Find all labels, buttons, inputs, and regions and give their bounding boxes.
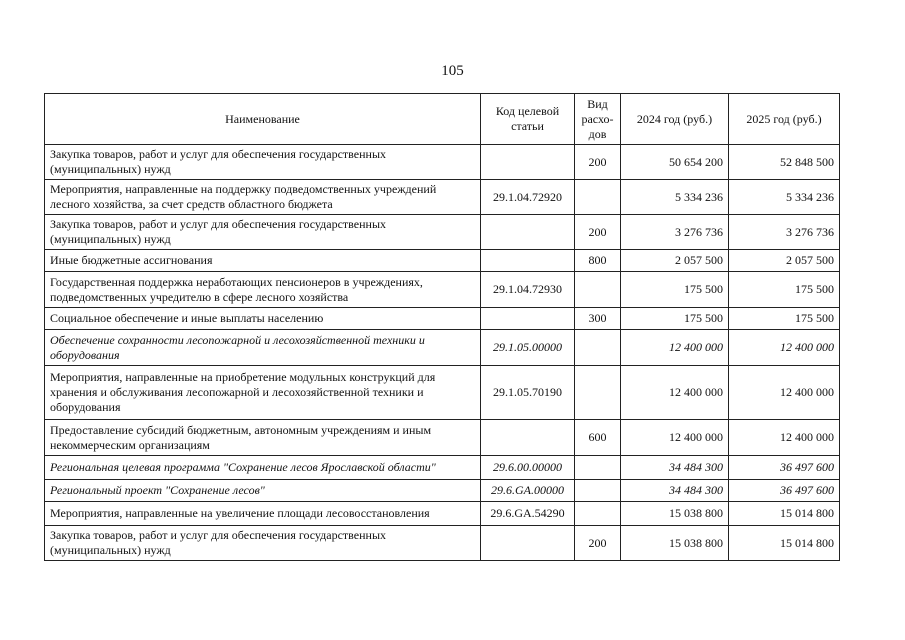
row-2024-cell: 175 500 (621, 308, 729, 330)
row-code-cell: 29.6.00.00000 (481, 456, 575, 480)
table-row (45, 215, 840, 250)
row-code-cell (481, 215, 575, 250)
table-header-row (45, 94, 840, 145)
column-header-kind: Вид расхо-дов (575, 94, 621, 145)
row-2024-cell: 5 334 236 (621, 180, 729, 215)
row-name-cell: Иные бюджетные ассигнования (45, 250, 481, 272)
table-row (45, 420, 840, 456)
row-code-cell: 29.1.05.70190 (481, 366, 575, 420)
row-kind-cell (575, 180, 621, 215)
row-kind-cell: 200 (575, 526, 621, 561)
row-name-cell: Закупка товаров, работ и услуг для обеспечения государственных (муниципальных) нужд (45, 215, 481, 250)
row-2025-cell: 36 497 600 (729, 480, 840, 502)
row-2024-cell: 12 400 000 (621, 330, 729, 366)
table-row (45, 480, 840, 502)
row-2025-cell: 2 057 500 (729, 250, 840, 272)
row-2024-cell: 15 038 800 (621, 526, 729, 561)
row-name-cell: Мероприятия, направленные на увеличение площади лесовосстановления (45, 502, 481, 526)
row-2024-cell: 3 276 736 (621, 215, 729, 250)
row-2024-cell: 34 484 300 (621, 456, 729, 480)
row-code-cell (481, 526, 575, 561)
row-name-cell: Мероприятия, направленные на приобретение модульных конструкций для хранения и обслуживания лесопожарной и лесохозяйственной техники и оборудования (45, 366, 481, 420)
table-row (45, 330, 840, 366)
row-code-cell: 29.6.GA.54290 (481, 502, 575, 526)
row-2025-cell: 175 500 (729, 272, 840, 308)
row-name-cell: Мероприятия, направленные на поддержку подведомственных учреждений лесного хозяйства, за счет средств областного бюджета (45, 180, 481, 215)
column-header-2025: 2025 год (руб.) (729, 94, 840, 145)
row-2025-cell: 36 497 600 (729, 456, 840, 480)
table-row (45, 502, 840, 526)
row-code-cell (481, 250, 575, 272)
row-2024-cell: 34 484 300 (621, 480, 729, 502)
table-body (45, 145, 840, 561)
row-kind-cell (575, 480, 621, 502)
row-code-cell: 29.1.04.72920 (481, 180, 575, 215)
row-name-cell: Государственная поддержка неработающих пенсионеров в учреждениях, подведомственных учредителю в сфере лесного хозяйства (45, 272, 481, 308)
row-kind-cell (575, 272, 621, 308)
table-row (45, 308, 840, 330)
column-header-name: Наименование (45, 94, 481, 145)
row-name-cell: Обеспечение сохранности лесопожарной и лесохозяйственной техники и оборудования (45, 330, 481, 366)
row-code-cell: 29.1.05.00000 (481, 330, 575, 366)
row-name-cell: Предоставление субсидий бюджетным, автономным учреждениям и иным некоммерческим организациям (45, 420, 481, 456)
row-kind-cell: 300 (575, 308, 621, 330)
row-name-cell: Региональный проект "Сохранение лесов" (45, 480, 481, 502)
row-kind-cell (575, 330, 621, 366)
row-name-cell: Закупка товаров, работ и услуг для обеспечения государственных (муниципальных) нужд (45, 145, 481, 180)
table-row (45, 272, 840, 308)
row-2025-cell: 15 014 800 (729, 502, 840, 526)
row-2025-cell: 12 400 000 (729, 420, 840, 456)
table-row (45, 145, 840, 180)
row-kind-cell: 200 (575, 145, 621, 180)
row-name-cell: Региональная целевая программа "Сохранение лесов Ярославской области" (45, 456, 481, 480)
row-2025-cell: 3 276 736 (729, 215, 840, 250)
table-row (45, 250, 840, 272)
row-2025-cell: 12 400 000 (729, 366, 840, 420)
row-2025-cell: 5 334 236 (729, 180, 840, 215)
row-code-cell: 29.1.04.72930 (481, 272, 575, 308)
row-kind-cell (575, 502, 621, 526)
row-code-cell: 29.6.GA.00000 (481, 480, 575, 502)
row-kind-cell (575, 456, 621, 480)
table-row (45, 366, 840, 420)
row-2024-cell: 175 500 (621, 272, 729, 308)
row-2025-cell: 15 014 800 (729, 526, 840, 561)
row-2024-cell: 15 038 800 (621, 502, 729, 526)
row-code-cell (481, 145, 575, 180)
row-2024-cell: 12 400 000 (621, 420, 729, 456)
row-kind-cell: 200 (575, 215, 621, 250)
table-row (45, 526, 840, 561)
table-row (45, 180, 840, 215)
row-kind-cell (575, 366, 621, 420)
column-header-2024: 2024 год (руб.) (621, 94, 729, 145)
row-2024-cell: 2 057 500 (621, 250, 729, 272)
row-2025-cell: 12 400 000 (729, 330, 840, 366)
row-code-cell (481, 308, 575, 330)
row-kind-cell: 600 (575, 420, 621, 456)
row-2025-cell: 175 500 (729, 308, 840, 330)
row-kind-cell: 800 (575, 250, 621, 272)
row-name-cell: Закупка товаров, работ и услуг для обеспечения государственных (муниципальных) нужд (45, 526, 481, 561)
row-2024-cell: 50 654 200 (621, 145, 729, 180)
budget-table (44, 93, 840, 561)
page-number: 105 (441, 63, 464, 79)
column-header-code: Код целевой статьи (481, 94, 575, 145)
row-code-cell (481, 420, 575, 456)
row-2024-cell: 12 400 000 (621, 366, 729, 420)
table-row (45, 456, 840, 480)
row-name-cell: Социальное обеспечение и иные выплаты населению (45, 308, 481, 330)
row-2025-cell: 52 848 500 (729, 145, 840, 180)
